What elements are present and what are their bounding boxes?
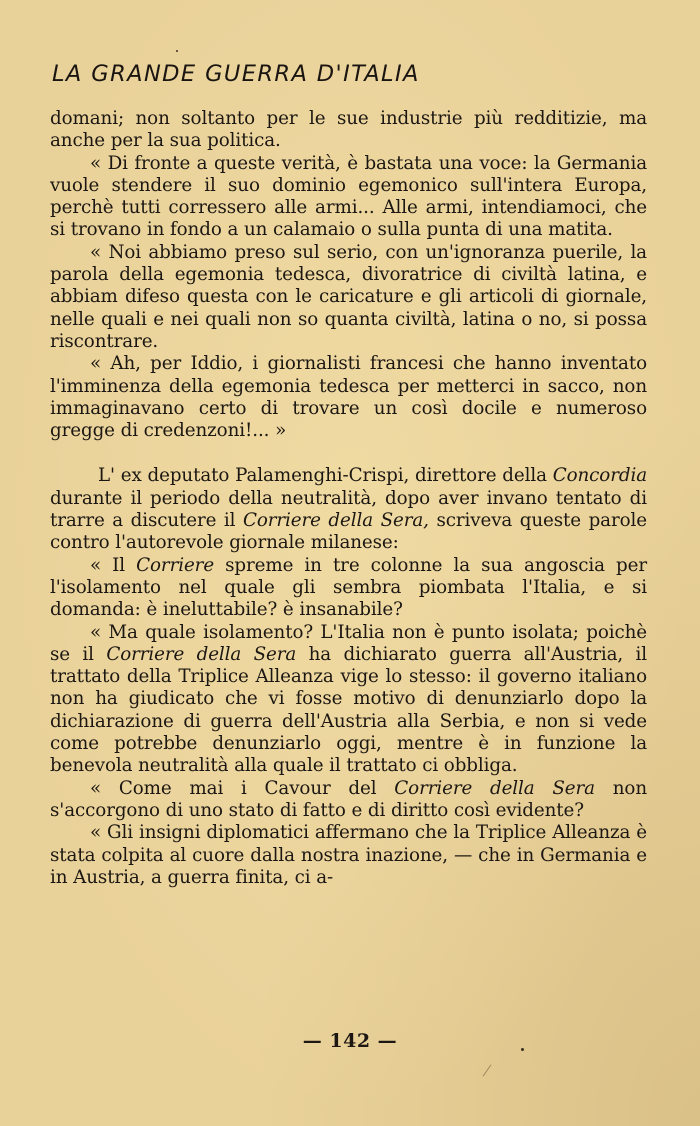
- paragraph: [50, 242, 647, 353]
- italic-title-run: Corriere della Sera: [106, 643, 297, 665]
- italic-title-run: Corriere della Sera: [394, 777, 595, 799]
- ink-speck: [176, 50, 178, 52]
- paragraph: [50, 778, 647, 823]
- paragraph: [50, 353, 647, 442]
- paragraph: [50, 555, 647, 622]
- text-run: « Il: [90, 554, 137, 576]
- text-run: « Ah, per Iddio, i giornalisti francesi che hanno inventato l'imminenza della egemonia tedesca per metterci in sacco, non immaginavano certo di trovare un così docile e numeroso gregge di credenzoni!... »: [50, 353, 647, 442]
- text-run: durante il periodo della neutralità, dopo aver invano tentato di trarre a discutere il: [50, 487, 647, 532]
- paper-scratch: [483, 1064, 492, 1076]
- text-run: « Di fronte a queste verità, è bastata una voce: la Germania vuole stendere il suo dominio egemonico sull'intera Europa, perchè tutti corressero alle armi... Alle armi, intendiamoci, che si trovano in fondo a un calamaio o sulla punta di una matita.: [50, 152, 647, 241]
- text-run: non s'accorgono di uno stato di fatto e di diritto così evidente?: [50, 777, 647, 821]
- paragraph: [50, 822, 647, 889]
- paragraph: [50, 153, 647, 242]
- text-run: « Gli insigni diplomatici affermano che la Triplice Alleanza è stata colpita al cuore dalla nostra inazione, — che in Germania e in Austria, a guerra finita, ci a-: [50, 822, 647, 888]
- text-run: « Noi abbiamo preso sul serio, con un'ignoranza puerile, la parola della egemonia tedesca, divoratrice di civiltà latina, e abbiam difeso questa con le caricature e gli articoli di giornale, nelle quali e nei quali non so quanta civiltà, latina o no, si possa riscontrare.: [50, 241, 647, 352]
- paragraph: [50, 622, 647, 778]
- italic-title-run: Concordia: [552, 465, 647, 487]
- text-run: L' ex deputato Palamenghi-Crispi, direttore della: [98, 465, 553, 487]
- body-text: [50, 108, 647, 889]
- text-run: « Come mai i Cavour del: [90, 777, 395, 799]
- italic-title-run: Corriere: [136, 554, 215, 576]
- text-run: « Ma quale isolamento? L'Italia non è punto isolata; poichè se il: [50, 621, 647, 665]
- text-run: ha dichiarato guerra all'Austria, il trattato della Triplice Alleanza vige lo stesso: il governo italiano non ha giudicato che vi fosse motivo di denunziarlo dopo la dichiarazione di guerra dell'Austria alla Serbia, e non si vede come potrebbe denunziarlo oggi, mentre è in funzione la benevola neutralità alla quale il trattato ci obbliga.: [50, 643, 648, 777]
- ink-speck: [521, 1048, 524, 1051]
- running-title: LA GRANDE GUERRA D'ITALIA: [52, 61, 420, 87]
- text-run: scriveva queste parole contro l'autorevole giornale milanese:: [50, 510, 647, 554]
- paragraph: [50, 465, 647, 554]
- text-run: spreme in tre colonne la sua angoscia per l'isolamento nel quale gli sembra piombata l'Italia, e si domanda: è ineluttabile? è insanabile?: [50, 554, 647, 621]
- paragraph: [50, 108, 647, 153]
- page-number: — 142 —: [302, 1030, 398, 1052]
- italic-title-run: Corriere della Sera,: [242, 510, 429, 532]
- book-page: [50, 56, 647, 889]
- text-run: domani; non soltanto per le sue industrie più redditizie, ma anche per la sua politica.: [50, 108, 647, 152]
